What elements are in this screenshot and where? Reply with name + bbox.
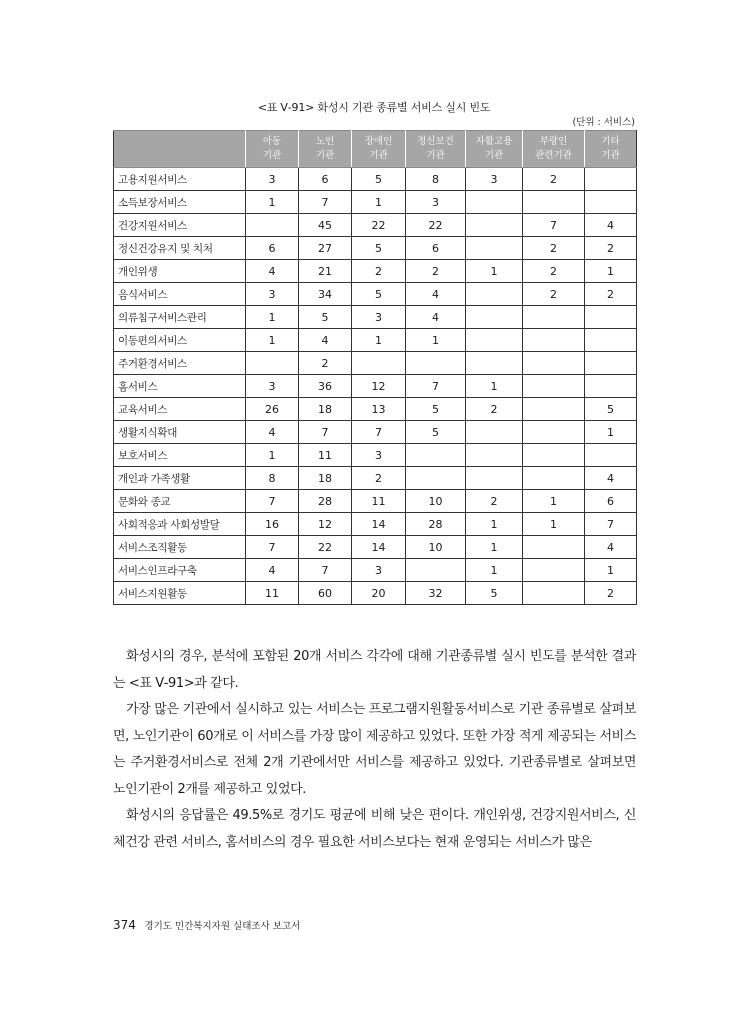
table-row [114, 536, 637, 559]
table-row [114, 306, 637, 329]
table-cell: 3 [246, 283, 299, 306]
table-row [114, 191, 637, 214]
table-row [114, 467, 637, 490]
table-cell: 5 [299, 306, 352, 329]
table-cell: 1 [466, 536, 523, 559]
table-cell: 5 [585, 398, 637, 421]
table-cell: 1 [246, 306, 299, 329]
table-cell [523, 306, 585, 329]
row-label: 소득보장서비스 [114, 191, 246, 214]
table-cell: 3 [352, 306, 406, 329]
table-cell [406, 467, 466, 490]
table-header-row [114, 131, 637, 168]
table-row [114, 559, 637, 582]
table-cell: 7 [523, 214, 585, 237]
column-header-line1: 부랑인 [539, 136, 568, 147]
table-cell: 2 [466, 490, 523, 513]
table-caption: <표 Ⅴ-91> 화성시 기관 종류별 서비스 실시 빈도 [257, 101, 491, 114]
row-label: 의류침구서비스관리 [114, 306, 246, 329]
table-cell: 11 [299, 444, 352, 467]
row-label: 음식서비스 [114, 283, 246, 306]
table-cell: 11 [352, 490, 406, 513]
table-cell [523, 375, 585, 398]
table-cell: 7 [299, 559, 352, 582]
table-cell: 12 [299, 513, 352, 536]
table-cell [466, 191, 523, 214]
table-cell: 1 [352, 191, 406, 214]
table-cell [523, 421, 585, 444]
table-cell: 34 [299, 283, 352, 306]
table-cell: 3 [352, 559, 406, 582]
body-text [113, 644, 636, 856]
table-cell: 45 [299, 214, 352, 237]
row-label: 개인과 가족생활 [114, 467, 246, 490]
table-cell [585, 168, 637, 191]
table-cell: 8 [406, 168, 466, 191]
table-cell: 21 [299, 260, 352, 283]
table-cell [523, 559, 585, 582]
column-header-line2: 기관 [601, 150, 620, 161]
column-header-line2: 관련기관 [535, 150, 572, 161]
table-cell [523, 191, 585, 214]
column-header [406, 131, 466, 168]
row-label: 보호서비스 [114, 444, 246, 467]
column-header [585, 131, 637, 168]
table-cell [523, 467, 585, 490]
column-header-line1: 정신보건 [417, 136, 454, 147]
row-label: 서비스지원활동 [114, 582, 246, 605]
table-cell: 5 [466, 582, 523, 605]
table-cell [466, 352, 523, 375]
table-row [114, 168, 637, 191]
table-cell: 5 [352, 168, 406, 191]
page-number: 374 [113, 918, 136, 932]
column-header [352, 131, 406, 168]
table-cell: 7 [246, 536, 299, 559]
table-cell: 14 [352, 513, 406, 536]
table-cell: 4 [246, 559, 299, 582]
table-cell: 1 [246, 444, 299, 467]
table-cell [406, 444, 466, 467]
table-cell: 2 [466, 398, 523, 421]
table-cell: 7 [299, 421, 352, 444]
table-cell [466, 444, 523, 467]
table-cell [523, 582, 585, 605]
table-cell [352, 352, 406, 375]
paragraph-2: 가장 많은 기관에서 실시하고 있는 서비스는 프로그램지원활동서비스로 기관 종류별로 살펴보면, 노인기관이 60개로 이 서비스를 가장 많이 제공하고 있었다. 또한 가장 적게 제공되는 서비스는 주거환경서비스로 전체 2개 기관에서만 서비스를 제공하고 있었다. 기관종류별로 살펴보면 노인기관이 2개를 제공하고 있었다. [113, 702, 636, 797]
table-cell [523, 329, 585, 352]
table-cell: 7 [299, 191, 352, 214]
column-header-line1: 장애인 [364, 136, 393, 147]
table-cell [246, 214, 299, 237]
table-cell: 1 [466, 375, 523, 398]
table-cell: 4 [406, 283, 466, 306]
row-label: 건강지원서비스 [114, 214, 246, 237]
table-cell: 3 [246, 375, 299, 398]
table-row [114, 237, 637, 260]
row-label: 이동편의서비스 [114, 329, 246, 352]
table-cell: 22 [299, 536, 352, 559]
table-cell: 5 [406, 421, 466, 444]
table-cell: 13 [352, 398, 406, 421]
table-cell: 2 [406, 260, 466, 283]
table-cell [466, 467, 523, 490]
column-header-line1: 노인 [315, 136, 335, 147]
table-cell: 1 [466, 513, 523, 536]
table-cell [585, 306, 637, 329]
table-cell: 18 [299, 467, 352, 490]
table-row [114, 329, 637, 352]
table-cell: 4 [246, 260, 299, 283]
table-cell: 18 [299, 398, 352, 421]
table-cell: 3 [352, 444, 406, 467]
table-row [114, 260, 637, 283]
table-cell: 20 [352, 582, 406, 605]
table-cell [406, 559, 466, 582]
table-cell [466, 237, 523, 260]
column-header-line2: 기관 [426, 150, 445, 161]
table-cell: 6 [246, 237, 299, 260]
table-cell: 22 [406, 214, 466, 237]
table-cell: 2 [523, 283, 585, 306]
table-cell: 7 [585, 513, 637, 536]
table-cell: 2 [352, 467, 406, 490]
table-cell: 60 [299, 582, 352, 605]
column-header-line2: 기관 [315, 150, 335, 161]
table-cell: 1 [585, 559, 637, 582]
column-header [246, 131, 299, 168]
table-cell [523, 398, 585, 421]
row-label: 주거환경서비스 [114, 352, 246, 375]
table-cell: 12 [352, 375, 406, 398]
table-cell: 6 [585, 490, 637, 513]
table-cell [585, 352, 637, 375]
table-row [114, 490, 637, 513]
row-label: 서비스인프라구축 [114, 559, 246, 582]
table-cell: 22 [352, 214, 406, 237]
table-cell: 27 [299, 237, 352, 260]
report-title: 경기도 민간복지자원 실태조사 보고서 [144, 921, 301, 932]
table-cell [466, 421, 523, 444]
table-cell [585, 191, 637, 214]
page-footer [113, 918, 300, 932]
table-cell: 2 [299, 352, 352, 375]
table-cell [585, 444, 637, 467]
table-cell [466, 214, 523, 237]
row-label: 교육서비스 [114, 398, 246, 421]
row-label: 홈서비스 [114, 375, 246, 398]
table-cell: 1 [466, 559, 523, 582]
table-cell: 7 [352, 421, 406, 444]
table-cell [406, 352, 466, 375]
table-cell: 4 [585, 214, 637, 237]
column-header-line2: 기관 [262, 150, 282, 161]
column-header-line2: 기관 [369, 150, 388, 161]
table-cell: 4 [585, 467, 637, 490]
table-row [114, 421, 637, 444]
row-label: 개인위생 [114, 260, 246, 283]
table-cell: 3 [246, 168, 299, 191]
table-cell: 14 [352, 536, 406, 559]
table-row [114, 582, 637, 605]
table-cell: 36 [299, 375, 352, 398]
column-header-line1: 자활고용 [475, 136, 513, 147]
table-cell: 1 [523, 513, 585, 536]
table-row [114, 283, 637, 306]
header-corner-cell [114, 131, 246, 168]
column-header-line1: 기타 [601, 136, 620, 147]
table-cell: 2 [523, 260, 585, 283]
table-cell: 4 [246, 421, 299, 444]
table-cell [523, 536, 585, 559]
table-cell [466, 329, 523, 352]
table-cell: 2 [585, 237, 637, 260]
row-label: 서비스조직활동 [114, 536, 246, 559]
column-header-line2: 기관 [484, 150, 504, 161]
column-header [299, 131, 352, 168]
table-cell: 4 [406, 306, 466, 329]
table-cell: 1 [466, 260, 523, 283]
table-cell: 1 [585, 421, 637, 444]
unit-note: (단위 : 서비스) [572, 117, 635, 128]
table-cell: 1 [246, 191, 299, 214]
table-cell: 6 [299, 168, 352, 191]
table-cell: 11 [246, 582, 299, 605]
table-row [114, 444, 637, 467]
table-cell: 5 [406, 398, 466, 421]
column-header [466, 131, 523, 168]
table-cell: 1 [585, 260, 637, 283]
row-label: 사회적응과 사회성발달 [114, 513, 246, 536]
table-cell [246, 352, 299, 375]
table-cell: 1 [406, 329, 466, 352]
table-cell: 10 [406, 536, 466, 559]
table-cell: 5 [352, 237, 406, 260]
table-cell: 3 [406, 191, 466, 214]
table-cell: 2 [585, 582, 637, 605]
table-cell: 3 [466, 168, 523, 191]
paragraph-1: 화성시의 경우, 분석에 포함된 20개 서비스 각각에 대해 기관종류별 실시 빈도를 분석한 결과는 <표 Ⅴ-91>과 같다. [113, 649, 636, 691]
row-label: 문화와 종교 [114, 490, 246, 513]
table-cell: 28 [406, 513, 466, 536]
table-cell [585, 375, 637, 398]
column-header-line1: 아동 [262, 136, 282, 147]
table-cell: 7 [246, 490, 299, 513]
table-row [114, 352, 637, 375]
column-header [523, 131, 585, 168]
table-cell [466, 283, 523, 306]
table-cell: 4 [299, 329, 352, 352]
row-label: 정신건강유지 및 치처 [114, 237, 246, 260]
table-cell: 16 [246, 513, 299, 536]
table-cell [523, 352, 585, 375]
table-cell: 8 [246, 467, 299, 490]
table-cell: 26 [246, 398, 299, 421]
table-cell: 1 [352, 329, 406, 352]
table-cell: 10 [406, 490, 466, 513]
table-row [114, 214, 637, 237]
row-label: 생활지식확대 [114, 421, 246, 444]
table-cell: 2 [523, 237, 585, 260]
table-cell: 2 [352, 260, 406, 283]
paragraph-3: 화성시의 응답률은 49.5%로 경기도 평균에 비해 낮은 편이다. 개인위생, 건강지원서비스, 신체건강 관련 서비스, 홈서비스의 경우 필요한 서비스보다는 현재 운영되는 서비스가 많은 [113, 808, 636, 850]
table-cell: 1 [246, 329, 299, 352]
table-cell [523, 444, 585, 467]
table-cell [466, 306, 523, 329]
table-row [114, 375, 637, 398]
table-row [114, 513, 637, 536]
table-cell: 6 [406, 237, 466, 260]
table-cell: 4 [585, 536, 637, 559]
table-cell: 28 [299, 490, 352, 513]
table-cell: 2 [585, 283, 637, 306]
table-body [114, 168, 637, 605]
table-row [114, 398, 637, 421]
row-label: 고용지원서비스 [114, 168, 246, 191]
table-cell: 5 [352, 283, 406, 306]
table-cell: 7 [406, 375, 466, 398]
table-cell: 1 [523, 490, 585, 513]
frequency-table [113, 130, 637, 605]
table-cell: 32 [406, 582, 466, 605]
table-cell: 2 [523, 168, 585, 191]
table-cell [585, 329, 637, 352]
